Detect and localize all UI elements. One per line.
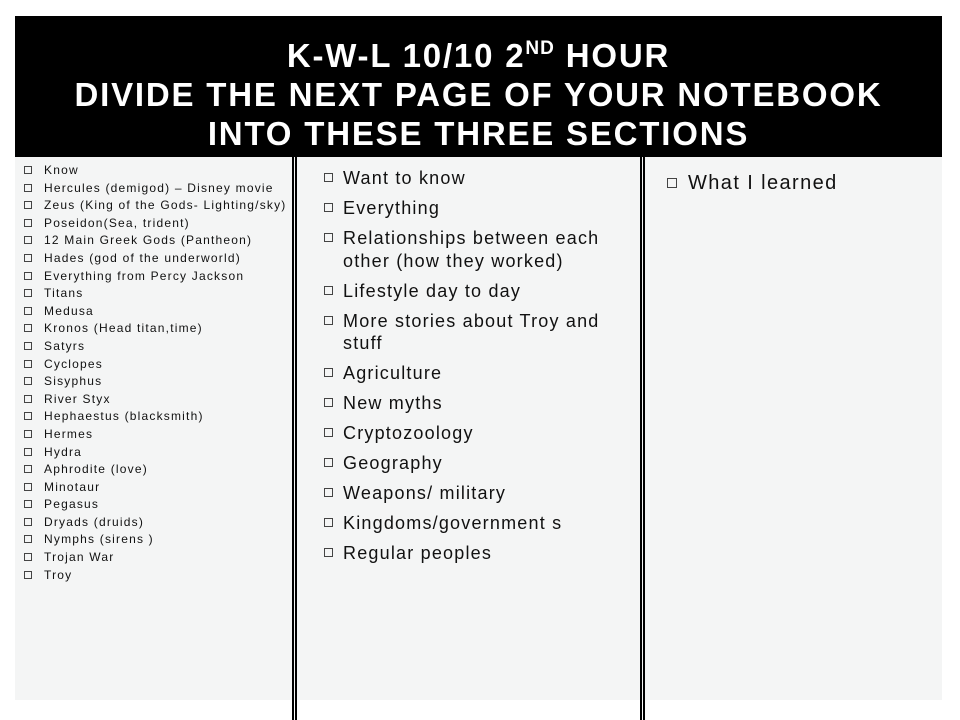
title-line-3: INTO THESE THREE SECTIONS [207, 115, 750, 152]
know-item: 12 Main Greek Gods (Pantheon) [44, 234, 294, 246]
know-item: Hephaestus (blacksmith) [44, 410, 294, 422]
know-item: Satyrs [44, 340, 294, 352]
know-item: Sisyphus [44, 375, 294, 387]
want-item: Lifestyle day to day [343, 280, 623, 303]
want-item: Relationships between each other (how they worked) [343, 227, 623, 272]
know-item: River Styx [44, 393, 294, 405]
title-line-1-prefix: K-W-L 10/10 2 [286, 37, 526, 74]
know-item: Nymphs (sirens ) [44, 533, 294, 545]
want-item: Regular peoples [343, 542, 623, 565]
know-item: Cyclopes [44, 358, 294, 370]
title-line-2: DIVIDE THE NEXT PAGE OF YOUR NOTEBOOK [74, 76, 883, 113]
know-item: Hercules (demigod) – Disney movie [44, 182, 294, 194]
want-item: Kingdoms/government s [343, 512, 623, 535]
title-line-1-suffix: HOUR [554, 37, 671, 74]
know-column-list [44, 164, 294, 586]
want-column-list [343, 167, 623, 572]
want-item: Everything [343, 197, 623, 220]
want-item: More stories about Troy and stuff [343, 310, 623, 355]
want-item: Want to know [343, 167, 623, 190]
know-item: Hermes [44, 428, 294, 440]
want-item: Weapons/ military [343, 482, 623, 505]
know-item: Aphrodite (love) [44, 463, 294, 475]
know-item: Medusa [44, 305, 294, 317]
know-item: Zeus (King of the Gods- Lighting/sky) [44, 199, 294, 211]
know-item: Hydra [44, 446, 294, 458]
know-item: Everything from Percy Jackson [44, 270, 294, 282]
know-item: Hades (god of the underworld) [44, 252, 294, 264]
want-item: Cryptozoology [343, 422, 623, 445]
want-item: Geography [343, 452, 623, 475]
know-item: Poseidon(Sea, trident) [44, 217, 294, 229]
know-item: Dryads (druids) [44, 516, 294, 528]
title-ordinal-suffix: ND [525, 38, 555, 59]
know-item: Pegasus [44, 498, 294, 510]
title-line-1 [15, 36, 942, 75]
want-item: Agriculture [343, 362, 623, 385]
learned-column-list [688, 171, 938, 196]
know-item: Kronos (Head titan,time) [44, 322, 294, 334]
know-item: Titans [44, 287, 294, 299]
know-item: Trojan War [44, 551, 294, 563]
want-item: New myths [343, 392, 623, 415]
title-banner [15, 16, 942, 157]
column-divider-2 [640, 157, 645, 720]
know-item: Know [44, 164, 294, 176]
know-item: Minotaur [44, 481, 294, 493]
know-item: Troy [44, 569, 294, 581]
learned-item: What I learned [688, 171, 938, 196]
